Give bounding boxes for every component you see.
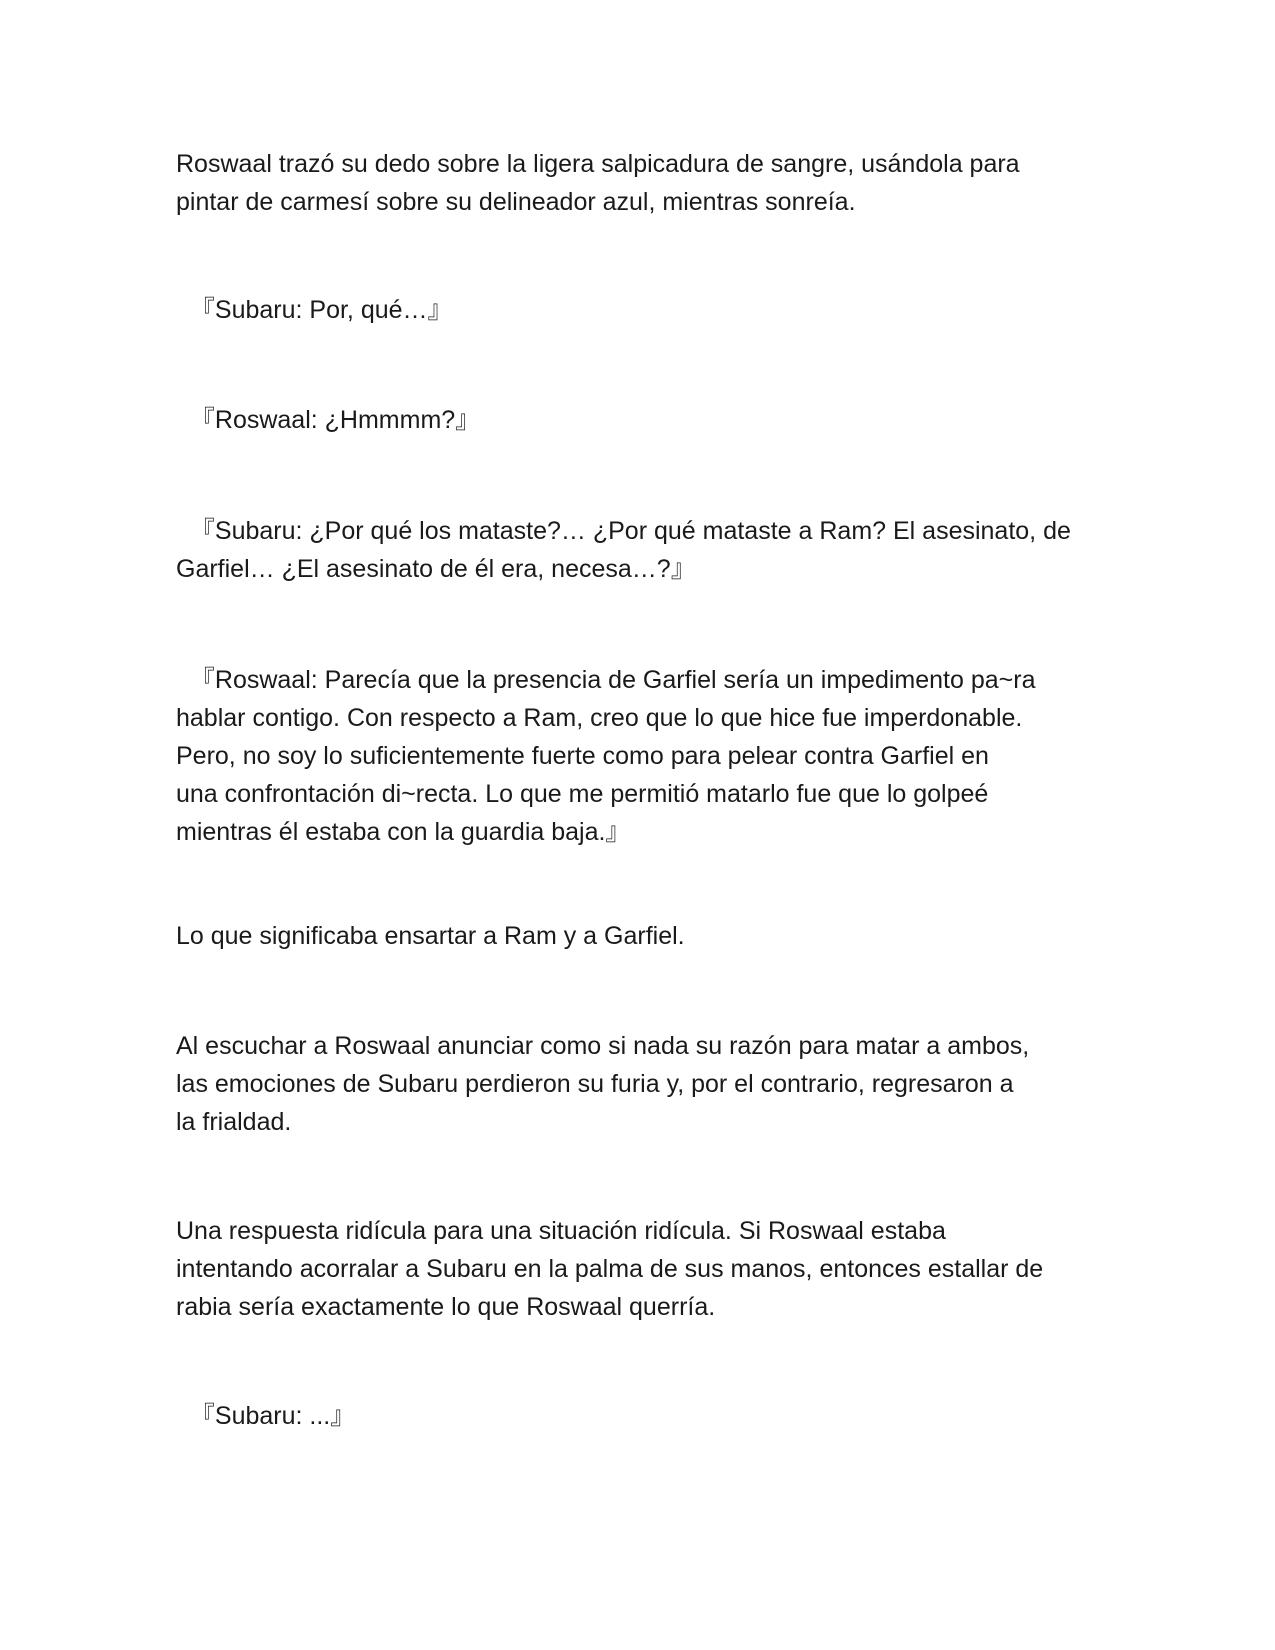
dialogue-paragraph [176, 401, 1106, 439]
text-line: Lo que significaba ensartar a Ram y a Garfiel. [176, 922, 685, 950]
text-line: 『Subaru: Por, qué…』 [176, 296, 453, 324]
text-line: intentando acorralar a Subaru en la palma de sus manos, entonces estallar de [176, 1255, 1044, 1283]
text-line: Al escuchar a Roswaal anunciar como si nada su razón para matar a ambos, [176, 1032, 1030, 1060]
text-line: 『Roswaal: Parecía que la presencia de Garfiel sería un impedimento pa~ra [176, 666, 1036, 694]
narration-paragraph [176, 1212, 1106, 1326]
text-line: la frialdad. [176, 1108, 292, 1136]
text-line: 『Subaru: ...』 [176, 1402, 356, 1430]
text-line: Garfiel… ¿El asesinato de él era, necesa…?』 [176, 555, 696, 583]
text-line: 『Subaru: ¿Por qué los mataste?… ¿Por qué mataste a Ram? El asesinato, de [176, 517, 1071, 545]
dialogue-paragraph [176, 291, 1106, 329]
text-line: Roswaal trazó su dedo sobre la ligera salpicadura de sangre, usándola para [176, 150, 1020, 178]
text-line: rabia sería exactamente lo que Roswaal querría. [176, 1293, 716, 1321]
text-line: mientras él estaba con la guardia baja.』 [176, 818, 631, 846]
text-line: 『Roswaal: ¿Hmmmm?』 [176, 406, 481, 434]
text-line: pintar de carmesí sobre su delineador azul, mientras sonreía. [176, 188, 856, 216]
dialogue-paragraph [176, 512, 1106, 588]
text-line: las emociones de Subaru perdieron su furia y, por el contrario, regresaron a [176, 1070, 1014, 1098]
text-line: una confrontación di~recta. Lo que me permitió matarlo fue que lo golpeé [176, 780, 989, 808]
text-line: Pero, no soy lo suficientemente fuerte como para pelear contra Garfiel en [176, 742, 989, 770]
dialogue-paragraph [176, 661, 1106, 851]
text-line: Una respuesta ridícula para una situación ridícula. Si Roswaal estaba [176, 1217, 946, 1245]
text-line: hablar contigo. Con respecto a Ram, creo que lo que hice fue imperdonable. [176, 704, 1023, 732]
narration-paragraph [176, 145, 1106, 221]
narration-paragraph [176, 917, 1106, 955]
narration-paragraph [176, 1027, 1106, 1141]
dialogue-paragraph [176, 1397, 1106, 1435]
